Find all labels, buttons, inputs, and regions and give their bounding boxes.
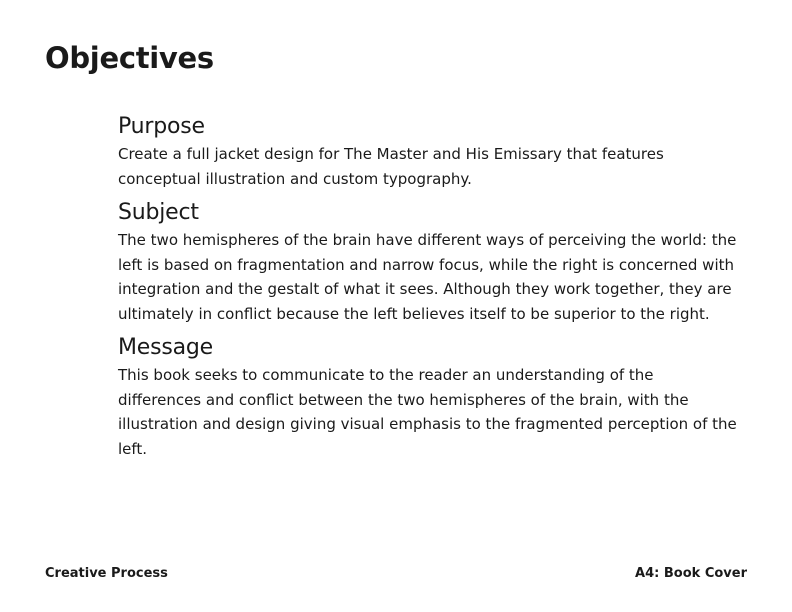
section-body: The two hemispheres of the brain have different ways of perceiving the world: the left is based on fragmentation and narrow focus, while the right is concerned with integration and the gestalt of what it sees. Although they work together, they are ultimately in conflict because the left believes itself to be superior to the right. xyxy=(118,231,737,323)
section-body: This book seeks to communicate to the reader an understanding of the differences and conflict between the two hemispheres of the brain, with the illustration and design giving visual emphasis to the fragmented perception of the left. xyxy=(118,366,737,458)
footer-left-label: Creative Process xyxy=(45,566,168,581)
section-body: Create a full jacket design for The Master and His Emissary that features conceptual illustration and custom typography. xyxy=(118,145,664,188)
section-heading: Subject xyxy=(118,200,199,225)
page-title: Objectives xyxy=(45,41,214,75)
footer-right-label: A4: Book Cover xyxy=(635,566,747,581)
section-purpose xyxy=(118,112,738,191)
section-heading: Message xyxy=(118,335,214,360)
section-subject xyxy=(118,198,738,326)
objectives-content xyxy=(118,112,738,468)
section-message xyxy=(118,333,738,461)
section-heading: Purpose xyxy=(118,114,205,139)
